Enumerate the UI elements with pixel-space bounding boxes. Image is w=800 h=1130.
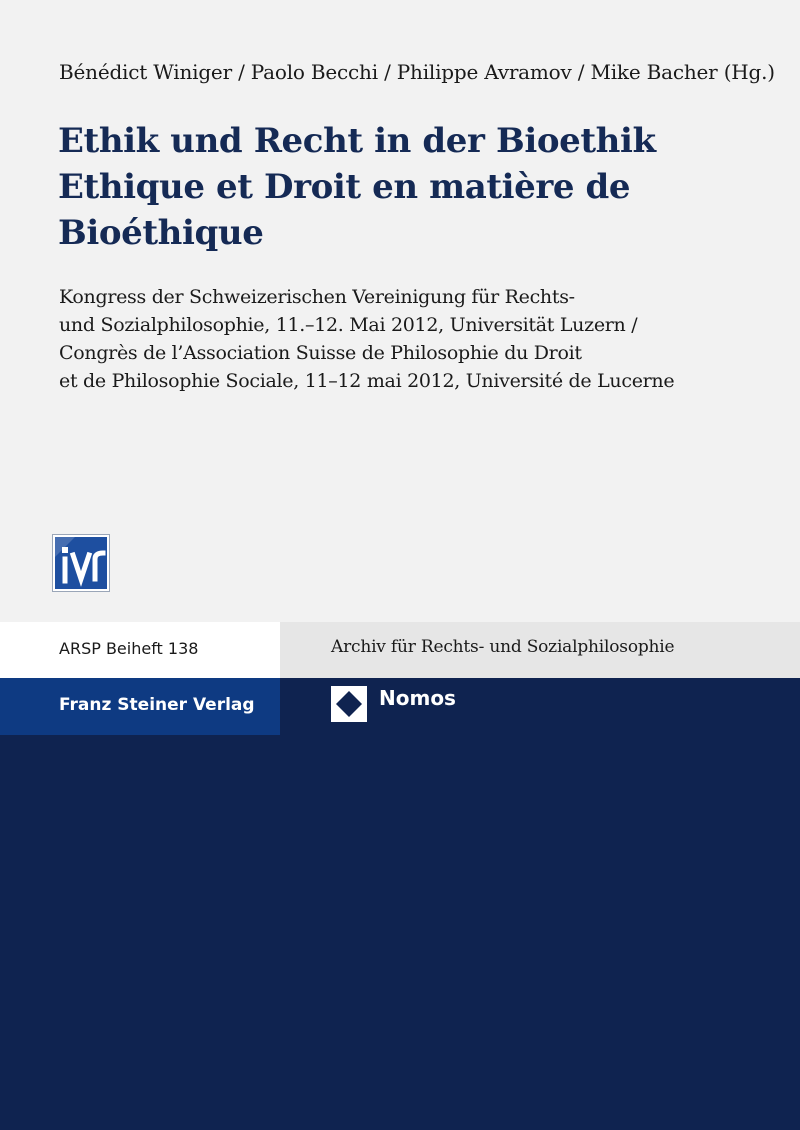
title-line-2: Ethique et Droit en matière de [58,167,631,207]
title-line-1: Ethik und Recht in der Bioethik [58,121,656,161]
subtitle-line-4: et de Philosophie Sociale, 11–12 mai 2012, Université de Lucerne [59,370,675,392]
publisher-franz-steiner: Franz Steiner Verlag [59,695,255,715]
publisher-nomos: Nomos [379,686,456,710]
subtitle-line-3: Congrès de l’Association Suisse de Philosophie du Droit [59,342,582,364]
series-number: ARSP Beiheft 138 [59,639,199,658]
book-title [58,118,778,256]
ivr-logo-icon [52,534,110,592]
book-subtitle [59,283,779,395]
series-name: Archiv für Rechts- und Sozialphilosophie [331,637,675,657]
editors-line: Bénédict Winiger / Paolo Becchi / Philippe Avramov / Mike Bacher (Hg.) [59,60,775,84]
subtitle-line-1: Kongress der Schweizerischen Vereinigung für Rechts- [59,286,575,308]
subtitle-line-2: und Sozialphilosophie, 11.–12. Mai 2012, Universität Luzern / [59,314,638,336]
title-line-3: Bioéthique [58,213,264,253]
nomos-diamond-icon [331,686,367,722]
cover-lower-panel [0,678,800,1130]
